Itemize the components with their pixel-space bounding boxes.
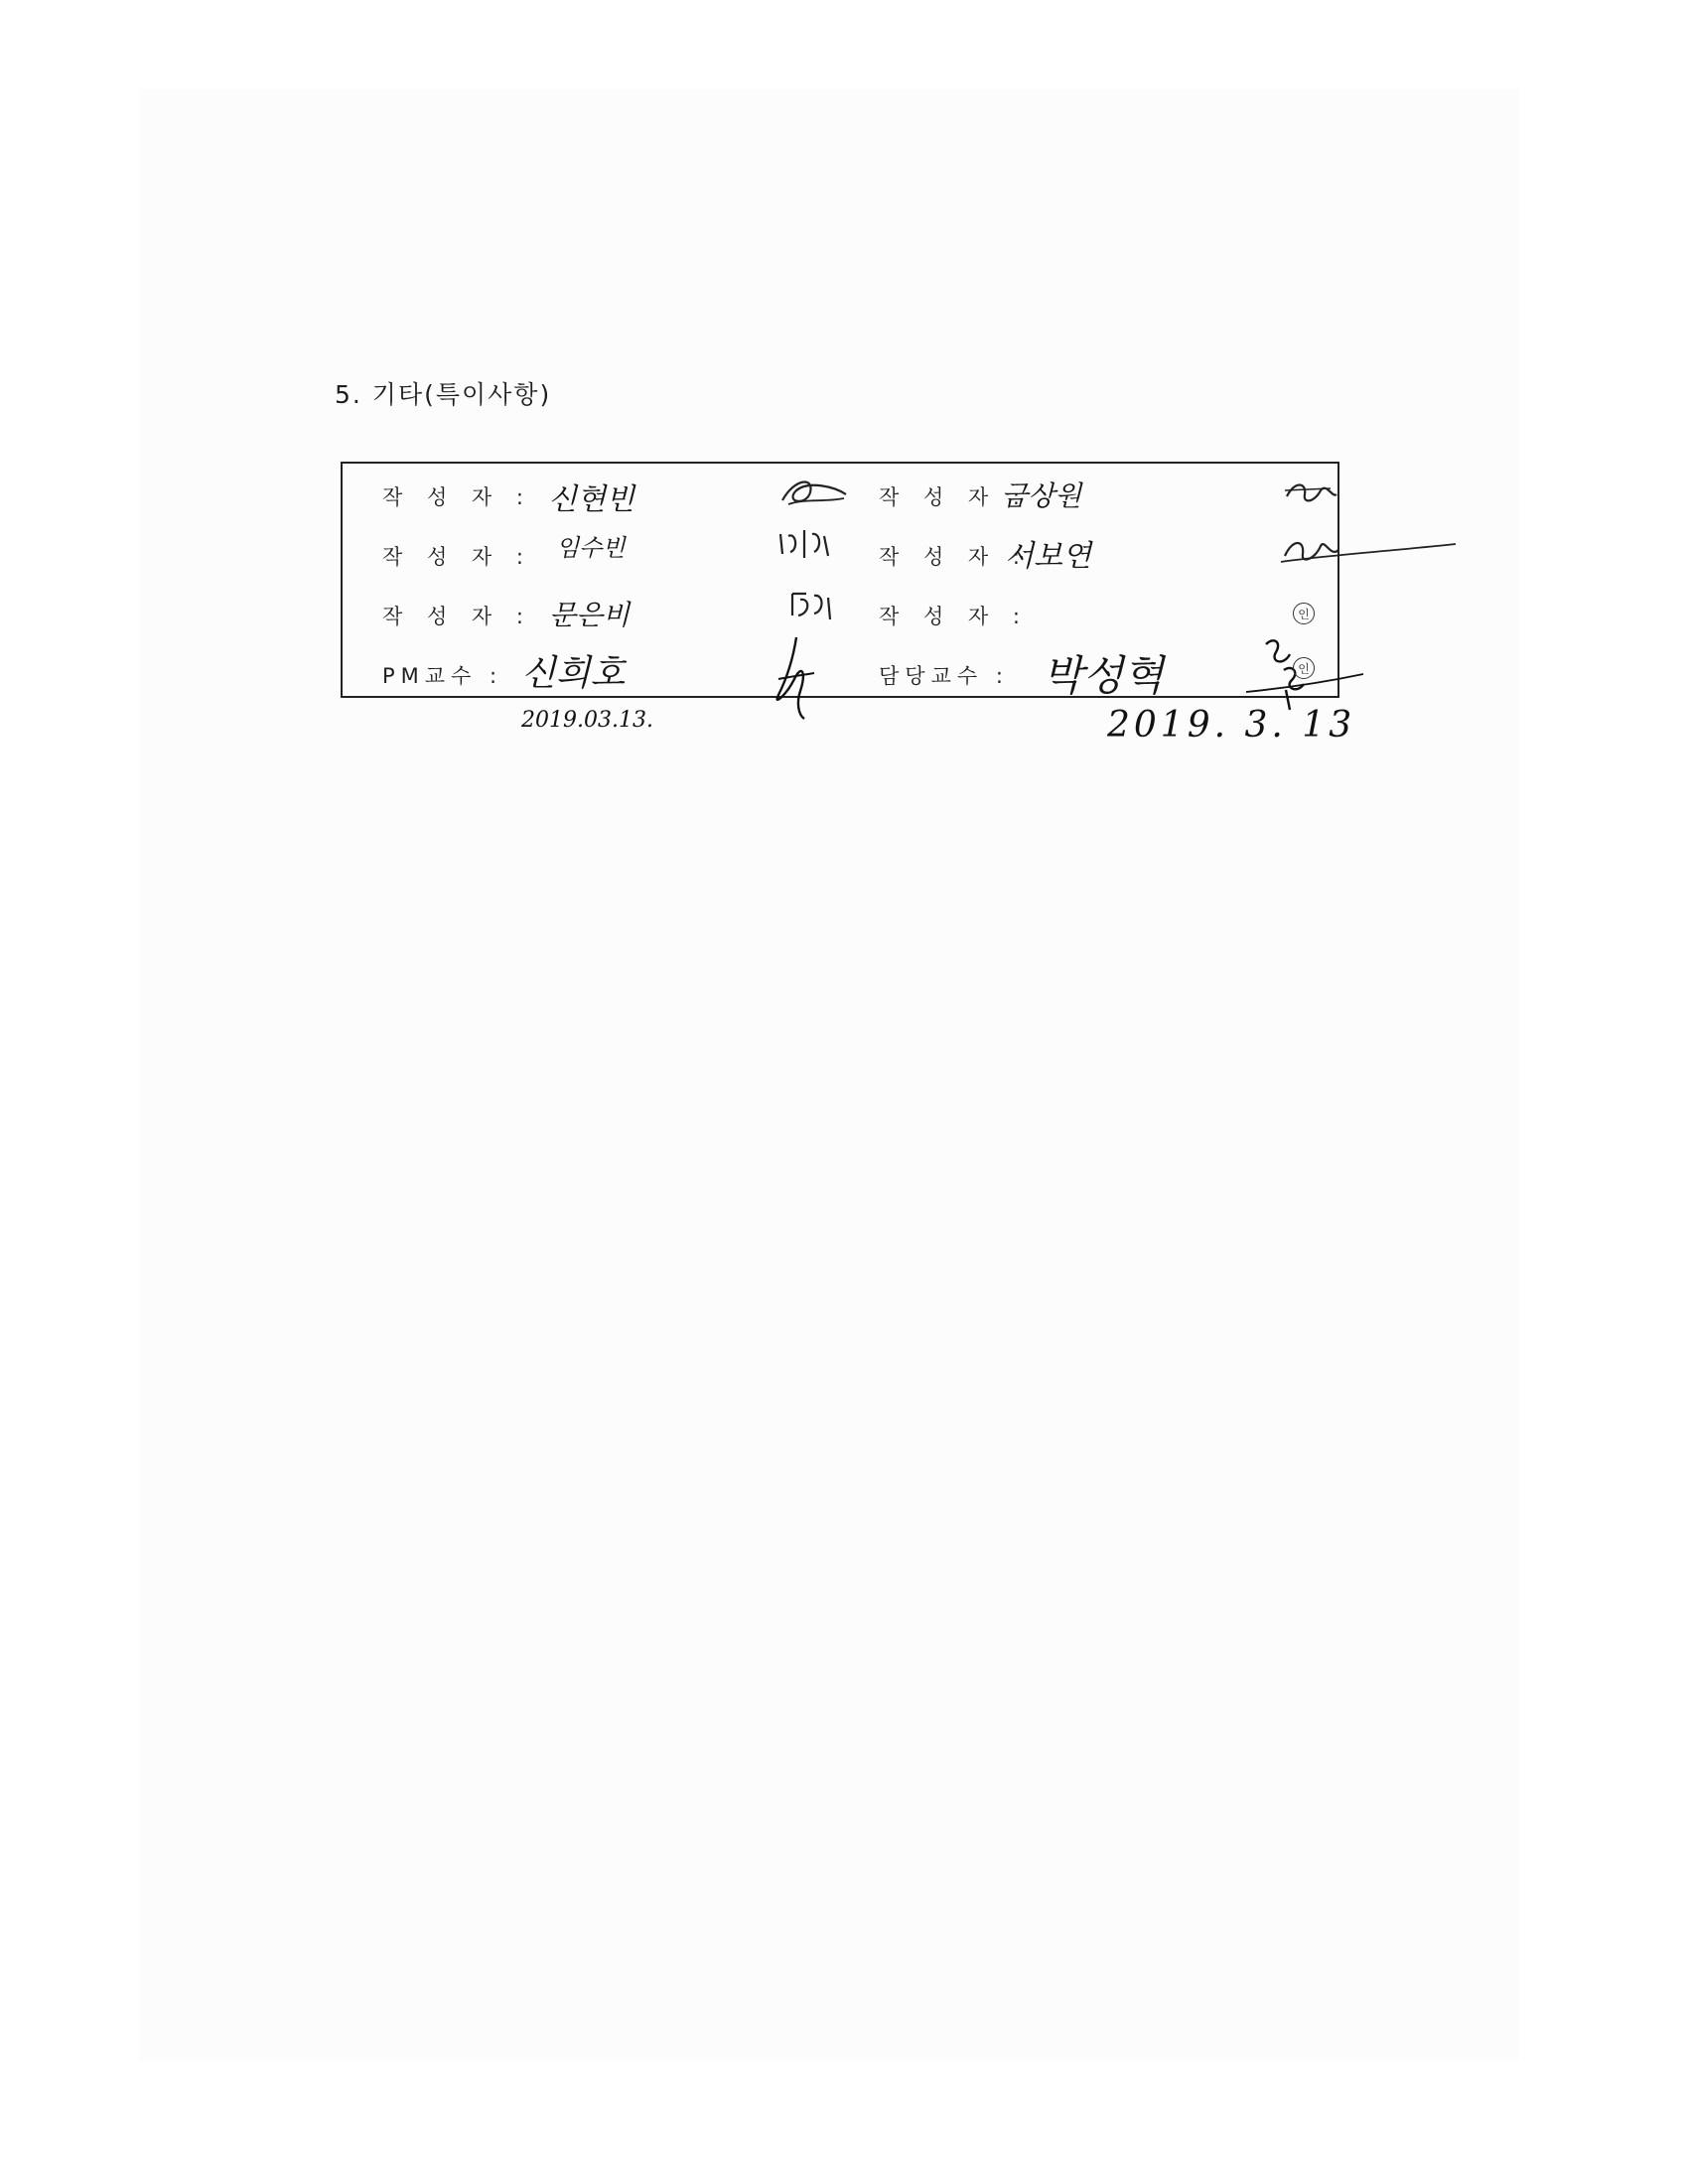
signature <box>1281 532 1460 572</box>
seal-mark: 인 <box>1293 603 1315 624</box>
signature <box>1281 475 1340 510</box>
author-name: 신현빈 <box>548 482 634 517</box>
signature <box>784 586 844 631</box>
seal-mark: 인 <box>1293 657 1315 679</box>
author-label: 작 성 자 : <box>879 485 1029 509</box>
pm-professor-name: 신희호 <box>521 653 626 694</box>
author-name: 임수빈 <box>556 534 626 562</box>
signature <box>765 633 824 723</box>
author-label: 작 성 자 : <box>382 485 532 509</box>
date-professor: 2019. 3. 13 <box>1107 705 1356 746</box>
author-label: 작 성 자 : <box>879 545 1029 569</box>
signature <box>774 473 854 512</box>
author-name: 금상원 <box>1001 479 1082 512</box>
author-label: 작 성 자 : <box>382 605 532 628</box>
author-label: 작 성 자 : <box>382 545 532 569</box>
section-heading: 5. 기타(특이사항) <box>335 380 552 409</box>
professor-name: 박성혁 <box>1043 651 1164 700</box>
pm-professor-label: PM교수 : <box>382 664 503 688</box>
author-name: 문은비 <box>549 599 631 631</box>
date-pm-professor: 2019.03.13. <box>521 708 653 733</box>
author-label: 작 성 자 : <box>879 605 1029 628</box>
professor-label: 담당교수 : <box>879 664 1009 688</box>
signature <box>774 524 854 564</box>
author-name: 서보연 <box>1005 539 1091 574</box>
